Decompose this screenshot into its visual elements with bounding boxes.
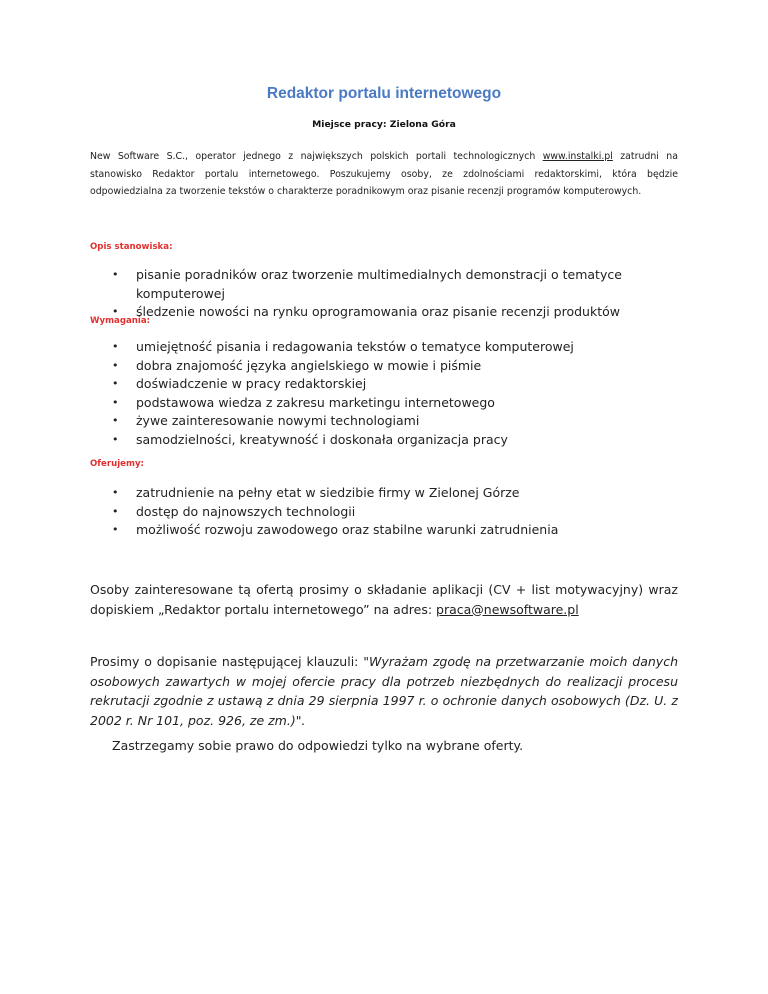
apply-text: Osoby zainteresowane tą ofertą prosimy o składanie aplikacji (CV + list motywacyjny) wraz dopiskiem „Redaktor portalu internetowego” na adres: [90,582,678,617]
document-page [90,0,678,994]
portal-link[interactable]: www.instalki.pl [542,151,613,162]
list-item: • pisanie poradników oraz tworzenie multimedialnych demonstracji o tematyce komputerowej [90,266,678,303]
clause-paragraph [90,652,678,730]
list-item: • doświadczenie w pracy redaktorskiej [90,375,678,394]
page-title: Redaktor portalu internetowego [266,85,502,102]
list-opis [90,266,678,322]
list-oferujemy [90,484,678,540]
intro-text-before-link: New Software S.C., operator jednego z największych polskich portali technologicznych [90,151,543,162]
clause-quote: "Wyrażam zgodę na przetwarzanie moich danych osobowych zawartych w mojej ofercie pracy dla potrzeb niezbędnych do realizacji procesu rekrutacji zgodnie z ustawą z dnia 29 sierpnia 1997 r. o ochronie danych osobowych (Dz. U. z 2002 r. Nr 101, poz. 926, ze zm.)". [90,654,678,728]
list-item: • podstawowa wiedza z zakresu marketingu internetowego [90,394,678,413]
email-link[interactable]: praca@newsoftware.pl [436,601,579,617]
list-item: • możliwość rozwoju zawodowego oraz stabilne warunki zatrudnienia [90,521,678,540]
section-heading-opis: Opis stanowiska: [90,242,173,252]
intro-paragraph [90,148,678,201]
section-heading-oferujemy: Oferujemy: [90,459,144,469]
apply-paragraph [90,580,678,619]
list-item: • umiejętność pisania i redagowania tekstów o tematyce komputerowej [90,338,678,357]
intro-text-after-link: zatrudni na stanowisko Redaktor portalu internetowego. Poszukujemy osoby, ze zdolnościami redaktorskimi, która będzie odpowiedzialna za tworzenie tekstów o charakterze poradnikowym oraz pisanie recenzji programów komputerowych. [90,151,678,197]
closing-note: Zastrzegamy sobie prawo do odpowiedzi tylko na wybrane oferty. [112,738,524,753]
section-heading-wymagania: Wymagania: [90,316,151,326]
list-wymagania [90,338,678,449]
job-location: Miejsce pracy: Zielona Góra [312,119,456,130]
list-item: • śledzenie nowości na rynku oprogramowania oraz pisanie recenzji produktów [90,303,678,322]
list-item: • samodzielności, kreatywność i doskonała organizacja pracy [90,431,678,450]
list-item: • żywe zainteresowanie nowymi technologiami [90,412,678,431]
list-item: • zatrudnienie na pełny etat w siedzibie firmy w Zielonej Górze [90,484,678,503]
list-item: • dobra znajomość języka angielskiego w mowie i piśmie [90,357,678,376]
list-item: • dostęp do najnowszych technologii [90,503,678,522]
clause-lead: Prosimy o dopisanie następującej klauzuli: [90,654,364,669]
